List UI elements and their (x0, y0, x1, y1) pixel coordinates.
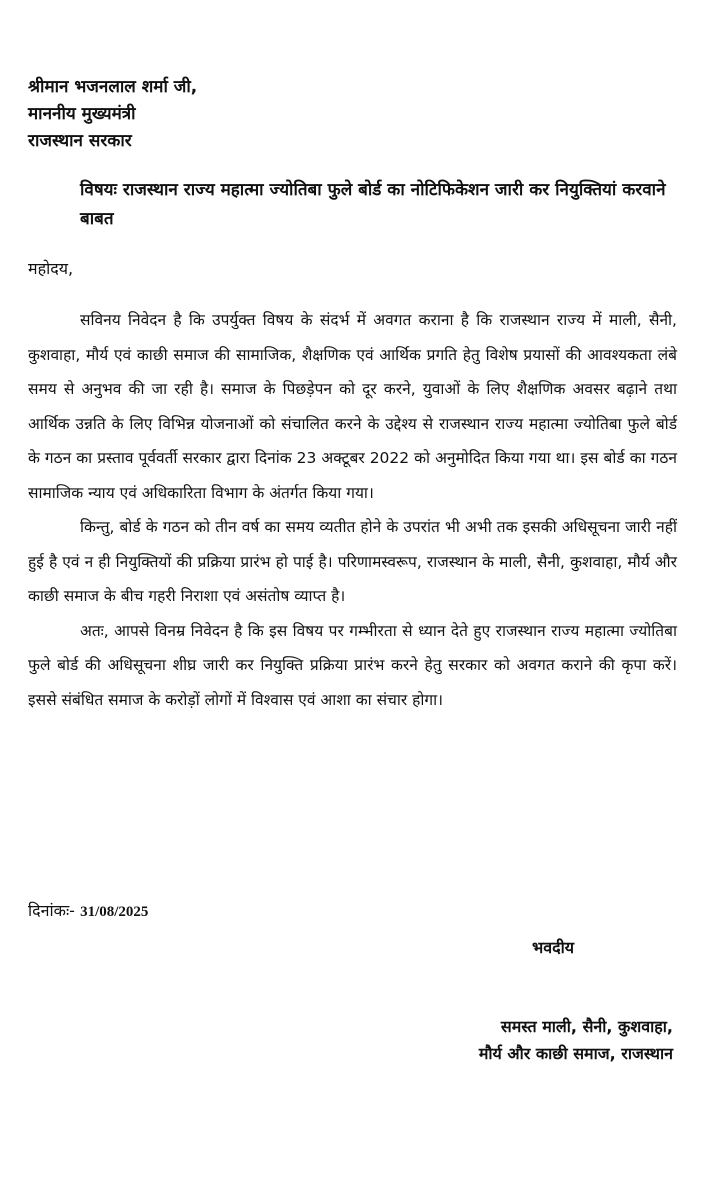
signatory-line-1: समस्त माली, सैनी, कुशवाहा, (500, 1017, 673, 1036)
signatory-block (479, 1013, 673, 1067)
addressee-office: राजस्थान सरकार (28, 131, 132, 151)
salutation: महोदय, (28, 259, 74, 278)
body-paragraph-1: सविनय निवेदन है कि उपर्युक्त विषय के संदर्भ में अवगत कराना है कि राजस्थान राज्य में माली, सैनी, कुशवाहा, मौर्य एवं काछी समाज की सामाजिक, शैक्षणिक एवं आर्थिक प्रगति हेतु विशेष प्रयासों की आवश्यकता लंबे समय से अनुभव की जा रही है। समाज के पिछड़ेपन को दूर करने, युवाओं के लिए शैक्षणिक अवसर बढ़ाने तथा आर्थिक उन्नति के लिए विभिन्न योजनाओं को संचालित करने के उद्देश्य से राजस्थान राज्य महात्मा ज्योतिबा फुले बोर्ड के गठन का प्रस्ताव पूर्ववर्ती सरकार द्वारा दिनांक 23 अक्टूबर 2022 को अनुमोदित किया गया था। इस बोर्ड का गठन सामाजिक न्याय एवं अधिकारिता विभाग के अंतर्गत किया गया। (28, 311, 677, 502)
addressee-designation: माननीय मुख्यमंत्री (28, 104, 136, 124)
body-paragraph-3: अतः, आपसे विनम्र निवेदन है कि इस विषय पर गम्भीरता से ध्यान देते हुए राजस्थान राज्य महात्मा ज्योतिबा फुले बोर्ड की अधिसूचना शीघ्र जारी कर नियुक्ति प्रक्रिया प्रारंभ करने हेतु सरकार को अवगत कराने की कृपा करें। इससे संबंधित समाज के करोड़ों लोगों में विश्वास एवं आशा का संचार होगा। (28, 621, 677, 709)
addressee-name: श्रीमान भजनलाल शर्मा जी, (28, 77, 198, 97)
signatory-line-2: मौर्य और काछी समाज, राजस्थान (478, 1044, 673, 1063)
date-value: 31/08/2025 (80, 904, 149, 920)
closing-salutation: भवदीय (532, 938, 575, 957)
subject-line: विषयः राजस्थान राज्य महात्मा ज्योतिबा फुले बोर्ड का नोटिफिकेशन जारी कर नियुक्तियां करवाने बाबत (80, 180, 666, 229)
letter-body (28, 303, 677, 717)
date-line (28, 899, 148, 924)
body-paragraph-2: किन्तु, बोर्ड के गठन को तीन वर्ष का समय व्यतीत होने के उपरांत भी अभी तक इसकी अधिसूचना जारी नहीं हुई है एवं न ही नियुक्तियों की प्रक्रिया प्रारंभ हो पाई है। परिणामस्वरूप, राजस्थान के माली, सैनी, कुशवाहा, मौर्य और काछी समाज के बीच गहरी निराशा एवं असंतोष व्याप्त है। (28, 518, 677, 605)
addressee-block (28, 74, 197, 155)
date-label: दिनांकः- (28, 901, 75, 920)
